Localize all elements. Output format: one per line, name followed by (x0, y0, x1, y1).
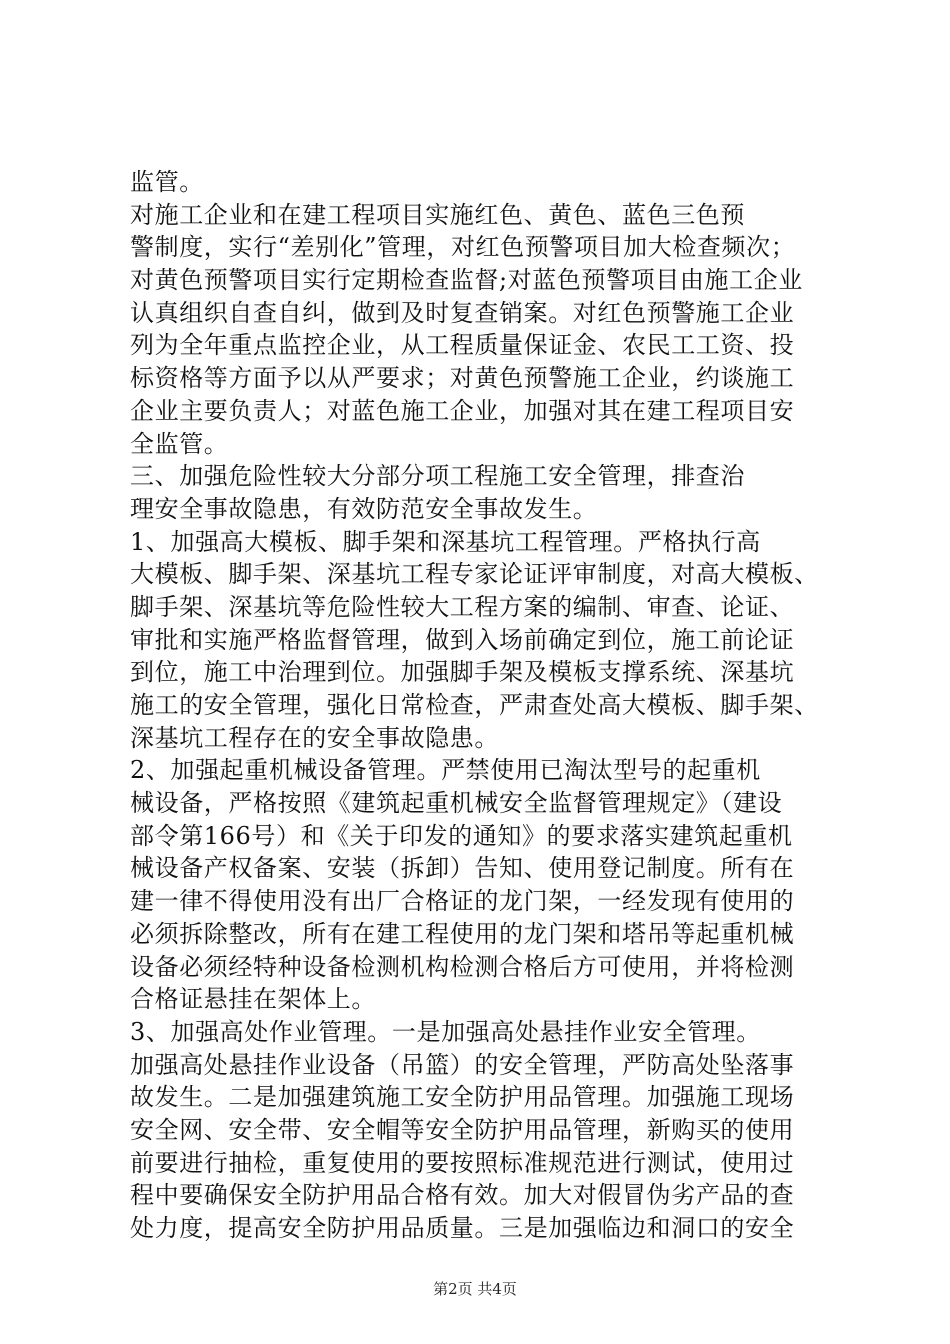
text-line: 2、加强起重机械设备管理。严禁使用已淘汰型号的起重机 (130, 756, 761, 785)
text-line: 列为全年重点监控企业，从工程质量保证金、农民工工资、投 (130, 331, 795, 360)
text-line: 故发生。二是加强建筑施工安全防护用品管理。加强施工现场 (130, 1083, 795, 1112)
text-line: 对黄色预警项目实行定期检查监督;对蓝色预警项目由施工企业 (130, 266, 803, 295)
text-line: 械设备产权备案、安装（拆卸）告知、使用登记制度。所有在 (130, 854, 795, 883)
text-line: 到位，施工中治理到位。加强脚手架及模板支撑系统、深基坑 (130, 658, 795, 687)
text-line: 加强高处悬挂作业设备（吊篮）的安全管理，严防高处坠落事 (130, 1050, 795, 1079)
text-line: 合格证悬挂在架体上。 (130, 985, 376, 1014)
text-line: 标资格等方面予以从严要求；对黄色预警施工企业，约谈施工 (130, 364, 795, 393)
text-line: 3、加强高处作业管理。一是加强高处悬挂作业安全管理。 (130, 1017, 761, 1046)
text-line: 处力度，提高安全防护用品质量。三是加强临边和洞口的安全 (130, 1214, 795, 1242)
text-line: 安全网、安全带、安全帽等安全防护用品管理，新购买的使用 (130, 1115, 795, 1144)
text-line: 监管。 (130, 168, 204, 196)
text-line: 对施工企业和在建工程项目实施红色、黄色、蓝色三色预 (130, 200, 745, 229)
text-line: 脚手架、深基坑等危险性较大工程方案的编制、审查、论证、 (130, 592, 795, 621)
text-line: 程中要确保安全防护用品合格有效。加大对假冒伪劣产品的查 (130, 1181, 795, 1210)
text-line: 必须拆除整改，所有在建工程使用的龙门架和塔吊等起重机械 (130, 919, 795, 948)
text-line: 警制度，实行“差别化”管理，对红色预警项目加大检查频次； (130, 233, 796, 262)
text-line: 械设备，严格按照《建筑起重机械安全监督管理规定》（建设 (130, 789, 783, 818)
text-line: 前要进行抽检，重复使用的要按照标准规范进行测试，使用过 (130, 1148, 795, 1177)
text-line: 三、加强危险性较大分部分项工程施工安全管理，排查治 (130, 462, 745, 491)
text-line: 建一律不得使用没有出厂合格证的龙门架，一经发现有使用的 (130, 887, 795, 916)
text-line: 设备必须经特种设备检测机构检测合格后方可使用，并将检测 (130, 952, 795, 981)
text-line: 1、加强高大模板、脚手架和深基坑工程管理。严格执行高 (130, 527, 761, 556)
text-line: 审批和实施严格监督管理，做到入场前确定到位，施工前论证 (130, 625, 795, 654)
text-line: 大模板、脚手架、深基坑工程专家论证评审制度，对高大模板、 (130, 560, 819, 589)
text-line: 施工的安全管理，强化日常检查，严肃查处高大模板、脚手架、 (130, 691, 819, 719)
text-line: 全监管。 (130, 429, 229, 458)
text-line: 深基坑工程存在的安全事故隐患。 (130, 723, 499, 752)
page-footer: 第2页 共4页 (433, 1280, 517, 1298)
text-line: 认真组织自查自纠，做到及时复查销案。对红色预警施工企业 (130, 298, 795, 327)
text-line: 企业主要负责人；对蓝色施工企业，加强对其在建工程项目安 (130, 396, 795, 425)
document-body (130, 166, 830, 1245)
text-line: 部令第166号）和《关于印发的通知》的要求落实建筑起重机 (130, 821, 793, 850)
text-line: 理安全事故隐患，有效防范安全事故发生。 (130, 494, 598, 523)
